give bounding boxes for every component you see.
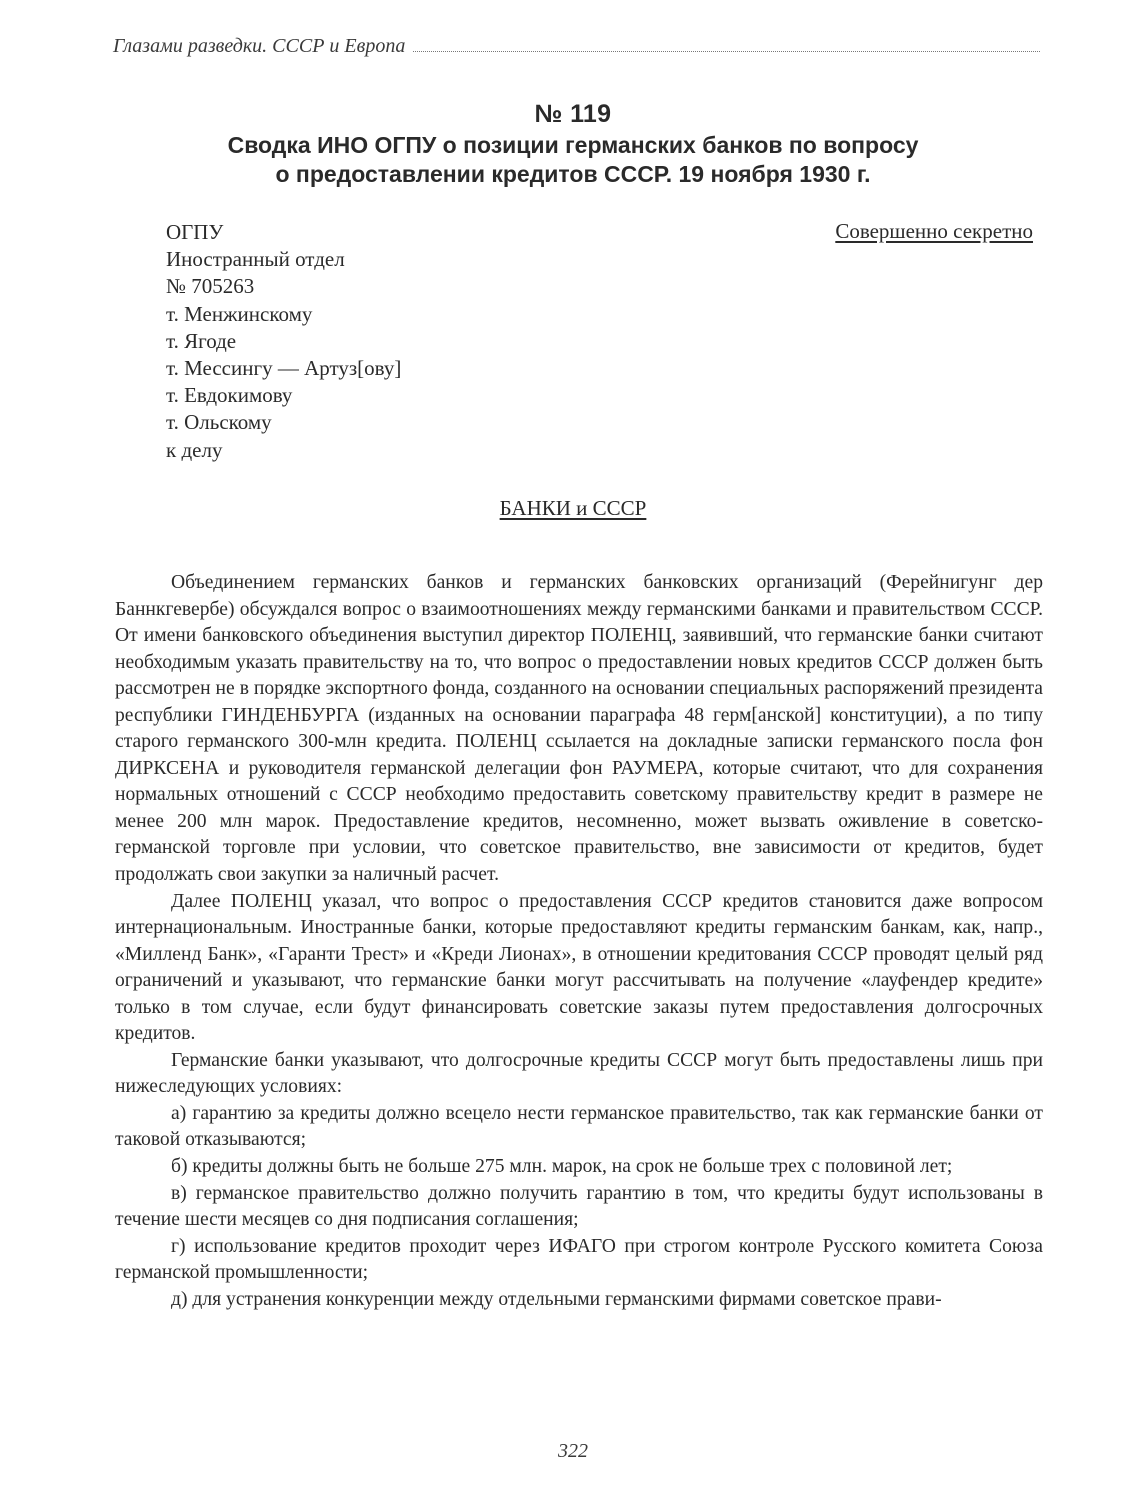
address-line: Иностранный отдел [166,247,345,272]
address-line: ОГПУ [166,220,224,244]
address-line: т. Менжинскому [166,301,313,326]
address-block [166,219,401,464]
list-item: в) германское правительство должно получить гарантию в том, что кредиты будут использованы в течение шести месяцев со дня подписания соглашения; [115,1182,1043,1231]
document-title-line: о предоставлении кредитов СССР. 19 ноября 1930 г. [275,161,871,187]
classification-stamp: Совершенно секретно [835,219,1033,243]
list-item: г) использование кредитов проходит через ИФАГО при строгом контроле Русского комитета Союза германской промышленности; [115,1235,1043,1284]
list-item: д) для устранения конкуренции между отдельными германскими фирмами советское прави- [171,1288,942,1310]
document-title [150,131,996,189]
list-item: б) кредиты должны быть не больше 275 млн. марок, на срок не больше трех с половиной лет; [171,1156,953,1178]
document-title-line: Сводка ИНО ОГПУ о позиции германских банков по вопросу [227,132,919,158]
paragraph: Далее ПОЛЕНЦ указал, что вопрос о предоставления СССР кредитов становится даже вопросом интернациональным. Иностранные банки, которые предоставляют кредиты германским банкам, как, напр., «Милленд Банк», «Гаранти Трест» и «Креди Лионах», в отношении кредитования СССР проводят целый ряд ограничений и указывают, что германские банки могут рассчитывать на получение «лауфендер кредите» только в том случае, если будут финансировать советские заказы путем предоставления долгосрочных кредитов. [115,890,1043,1045]
paragraph: Германские банки указывают, что долгосрочные кредиты СССР могут быть предоставлены лишь при нижеследующих условиях: [115,1049,1043,1098]
document-number: № 119 [534,100,612,128]
section-heading: БАНКИ и СССР [499,496,647,520]
address-line: т. Евдокимову [166,383,293,408]
running-head-title: Глазами разведки. СССР и Европа [113,35,406,57]
paragraph: Объединением германских банков и германских банковских организаций (Ферейнигунг дер Баннкгевербе) обсуждался вопрос о взаимоотношениях между германскими банками и правительством СССР. От имени банковского объединения выступил директор ПОЛЕНЦ, заявивший, что германские банки считают необходимым указать правительству на то, что вопрос о предоставлении новых кредитов СССР должен быть рассмотрен не в порядке экспортного фонда, созданного на основании специальных распоряжений президента республики ГИНДЕНБУРГА (изданных на основании параграфа 48 герм[анской] конституции), а по типу старого германского 300-млн кредита. ПОЛЕНЦ ссылается на докладные записки германского посла фон ДИРКСЕНА и руководителя германской делегации фон РАУМЕРА, которые считают, что для сохранения нормальных отношений с СССР необходимо предоставить советскому правительству кредит в размере не менее 200 млн марок. Предоставление кредитов, несомненно, может вызвать оживление в советско-германской торговле при условии, что советское правительство, вне зависимости от кредитов, будет продолжать свои закупки за наличный расчет. [115,572,1043,886]
running-head-rule [413,51,1040,52]
address-line: т. Ольскому [166,410,272,435]
address-line: т. Мессингу — Артуз[ову] [166,356,402,381]
running-head [113,30,1040,58]
address-line: к делу [166,437,223,462]
list-item: а) гарантию за кредиты должно всецело нести германское правительство, так как германские банки от таковой отказываются; [115,1102,1043,1151]
address-line: т. Ягоде [166,328,237,353]
address-line: № 705263 [166,274,255,299]
body-text [115,570,1043,1313]
page-number: 322 [558,1440,588,1462]
